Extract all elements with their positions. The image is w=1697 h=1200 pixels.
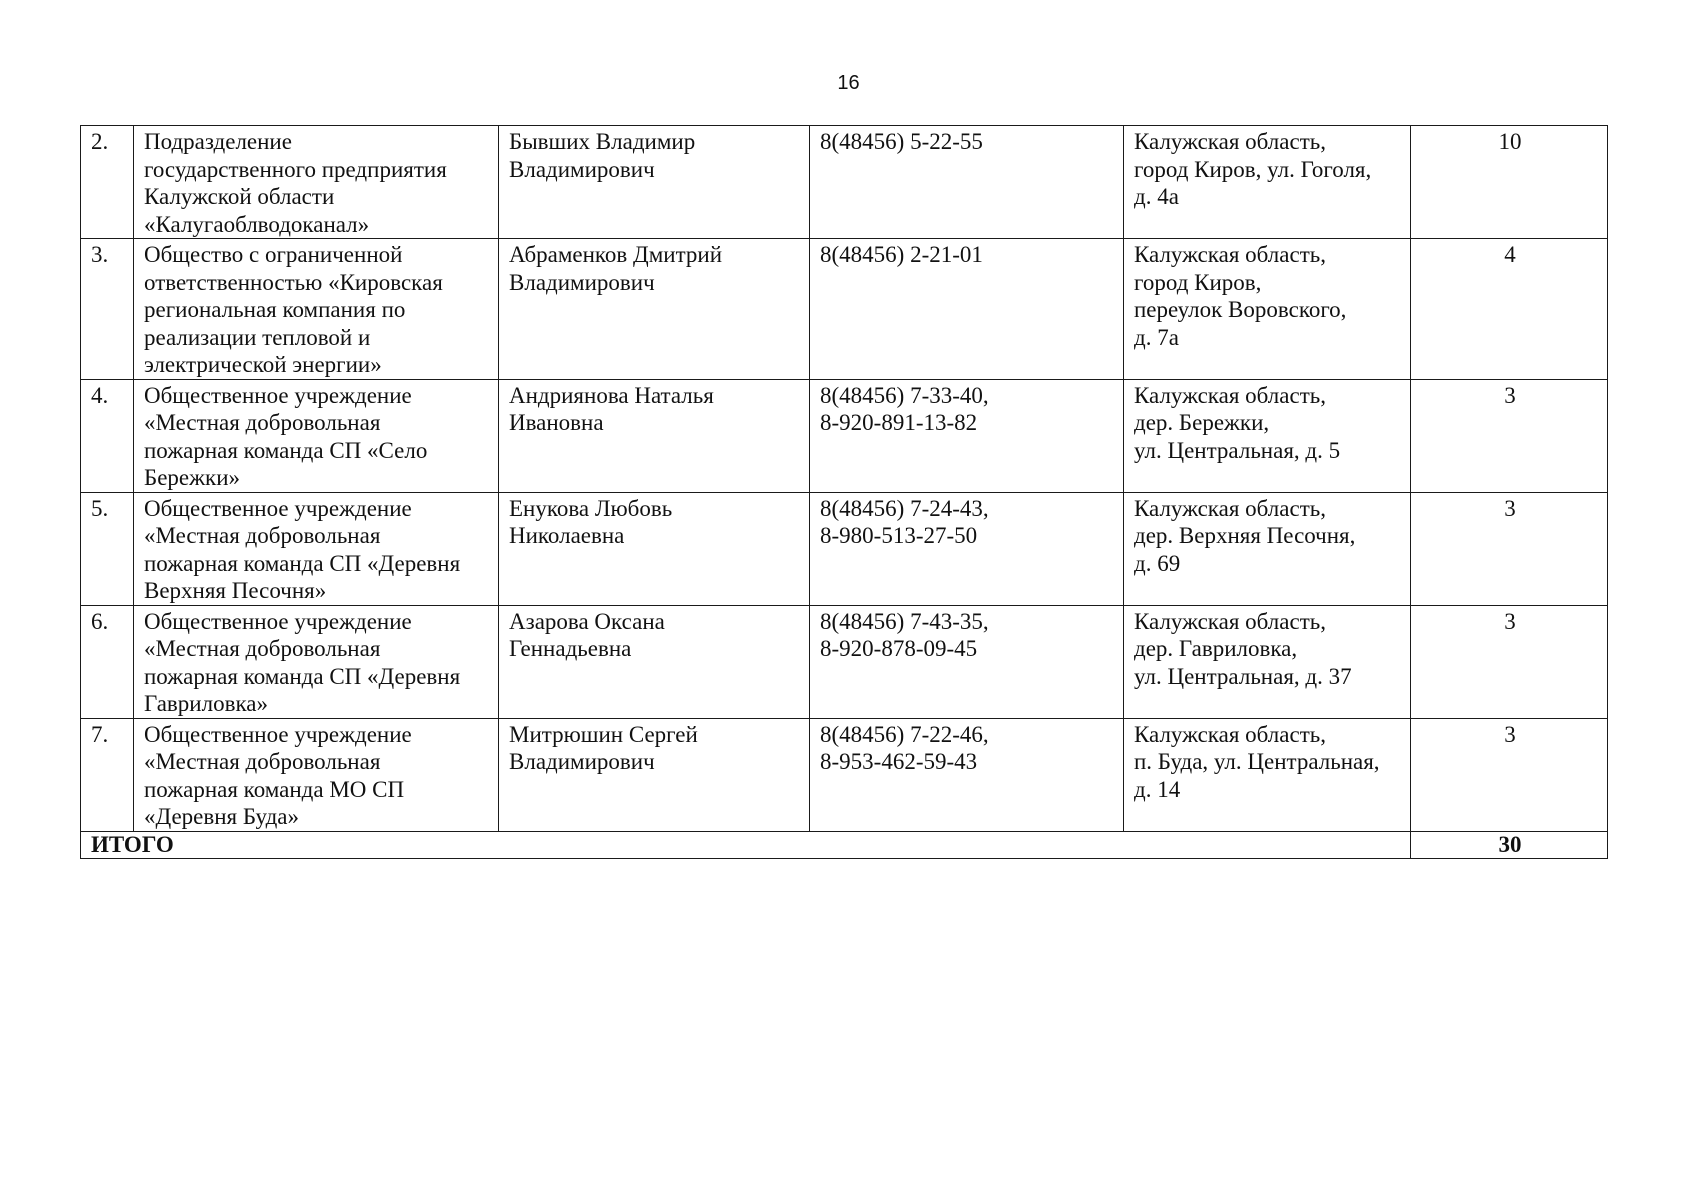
phone-cell: 8(48456) 7-24-43, 8-980-513-27-50 <box>810 492 1124 605</box>
contact-person-cell: Енукова Любовь Николаевна <box>499 492 810 605</box>
organization-cell: Подразделение государственного предприятия Калужской области «Калугаоблводоканал» <box>134 126 499 239</box>
row-number: 7. <box>81 718 134 831</box>
address-cell: Калужская область, город Киров, переулок Воровского, д. 7а <box>1124 239 1411 380</box>
address-cell: Калужская область, город Киров, ул. Гоголя, д. 4а <box>1124 126 1411 239</box>
table-row <box>81 379 1608 492</box>
contact-person-cell: Митрюшин Сергей Владимирович <box>499 718 810 831</box>
quantity-cell: 10 <box>1411 126 1608 239</box>
row-number: 4. <box>81 379 134 492</box>
contacts-table <box>80 125 1608 859</box>
table-row <box>81 718 1608 831</box>
table-row <box>81 492 1608 605</box>
address-cell: Калужская область, дер. Бережки, ул. Центральная, д. 5 <box>1124 379 1411 492</box>
organization-cell: Общественное учреждение «Местная добровольная пожарная команда МО СП «Деревня Буда» <box>134 718 499 831</box>
quantity-cell: 4 <box>1411 239 1608 380</box>
quantity-cell: 3 <box>1411 492 1608 605</box>
total-value: 30 <box>1411 831 1608 858</box>
quantity-cell: 3 <box>1411 605 1608 718</box>
address-cell: Калужская область, дер. Верхняя Песочня, д. 69 <box>1124 492 1411 605</box>
phone-cell: 8(48456) 7-43-35, 8-920-878-09-45 <box>810 605 1124 718</box>
row-number: 6. <box>81 605 134 718</box>
phone-cell: 8(48456) 5-22-55 <box>810 126 1124 239</box>
address-cell: Калужская область, п. Буда, ул. Центральная, д. 14 <box>1124 718 1411 831</box>
quantity-cell: 3 <box>1411 718 1608 831</box>
quantity-cell: 3 <box>1411 379 1608 492</box>
phone-cell: 8(48456) 7-33-40, 8-920-891-13-82 <box>810 379 1124 492</box>
organization-cell: Общественное учреждение «Местная добровольная пожарная команда СП «Деревня Верхняя Песочня» <box>134 492 499 605</box>
contact-person-cell: Андриянова Наталья Ивановна <box>499 379 810 492</box>
phone-cell: 8(48456) 7-22-46, 8-953-462-59-43 <box>810 718 1124 831</box>
organization-cell: Общественное учреждение «Местная добровольная пожарная команда СП «Деревня Гавриловка» <box>134 605 499 718</box>
organization-cell: Общественное учреждение «Местная добровольная пожарная команда СП «Село Бережки» <box>134 379 499 492</box>
table-row <box>81 239 1608 380</box>
row-number: 3. <box>81 239 134 380</box>
contact-person-cell: Абраменков Дмитрий Владимирович <box>499 239 810 380</box>
table-row <box>81 126 1608 239</box>
row-number: 2. <box>81 126 134 239</box>
address-cell: Калужская область, дер. Гавриловка, ул. Центральная, д. 37 <box>1124 605 1411 718</box>
contact-person-cell: Бывших Владимир Владимирович <box>499 126 810 239</box>
total-row <box>81 831 1608 858</box>
row-number: 5. <box>81 492 134 605</box>
contact-person-cell: Азарова Оксана Геннадьевна <box>499 605 810 718</box>
phone-cell: 8(48456) 2-21-01 <box>810 239 1124 380</box>
organization-cell: Общество с ограниченной ответственностью «Кировская региональная компания по реализации тепловой и электрической энергии» <box>134 239 499 380</box>
total-label: ИТОГО <box>81 831 1411 858</box>
table-row <box>81 605 1608 718</box>
page-number: 16 <box>837 72 860 94</box>
